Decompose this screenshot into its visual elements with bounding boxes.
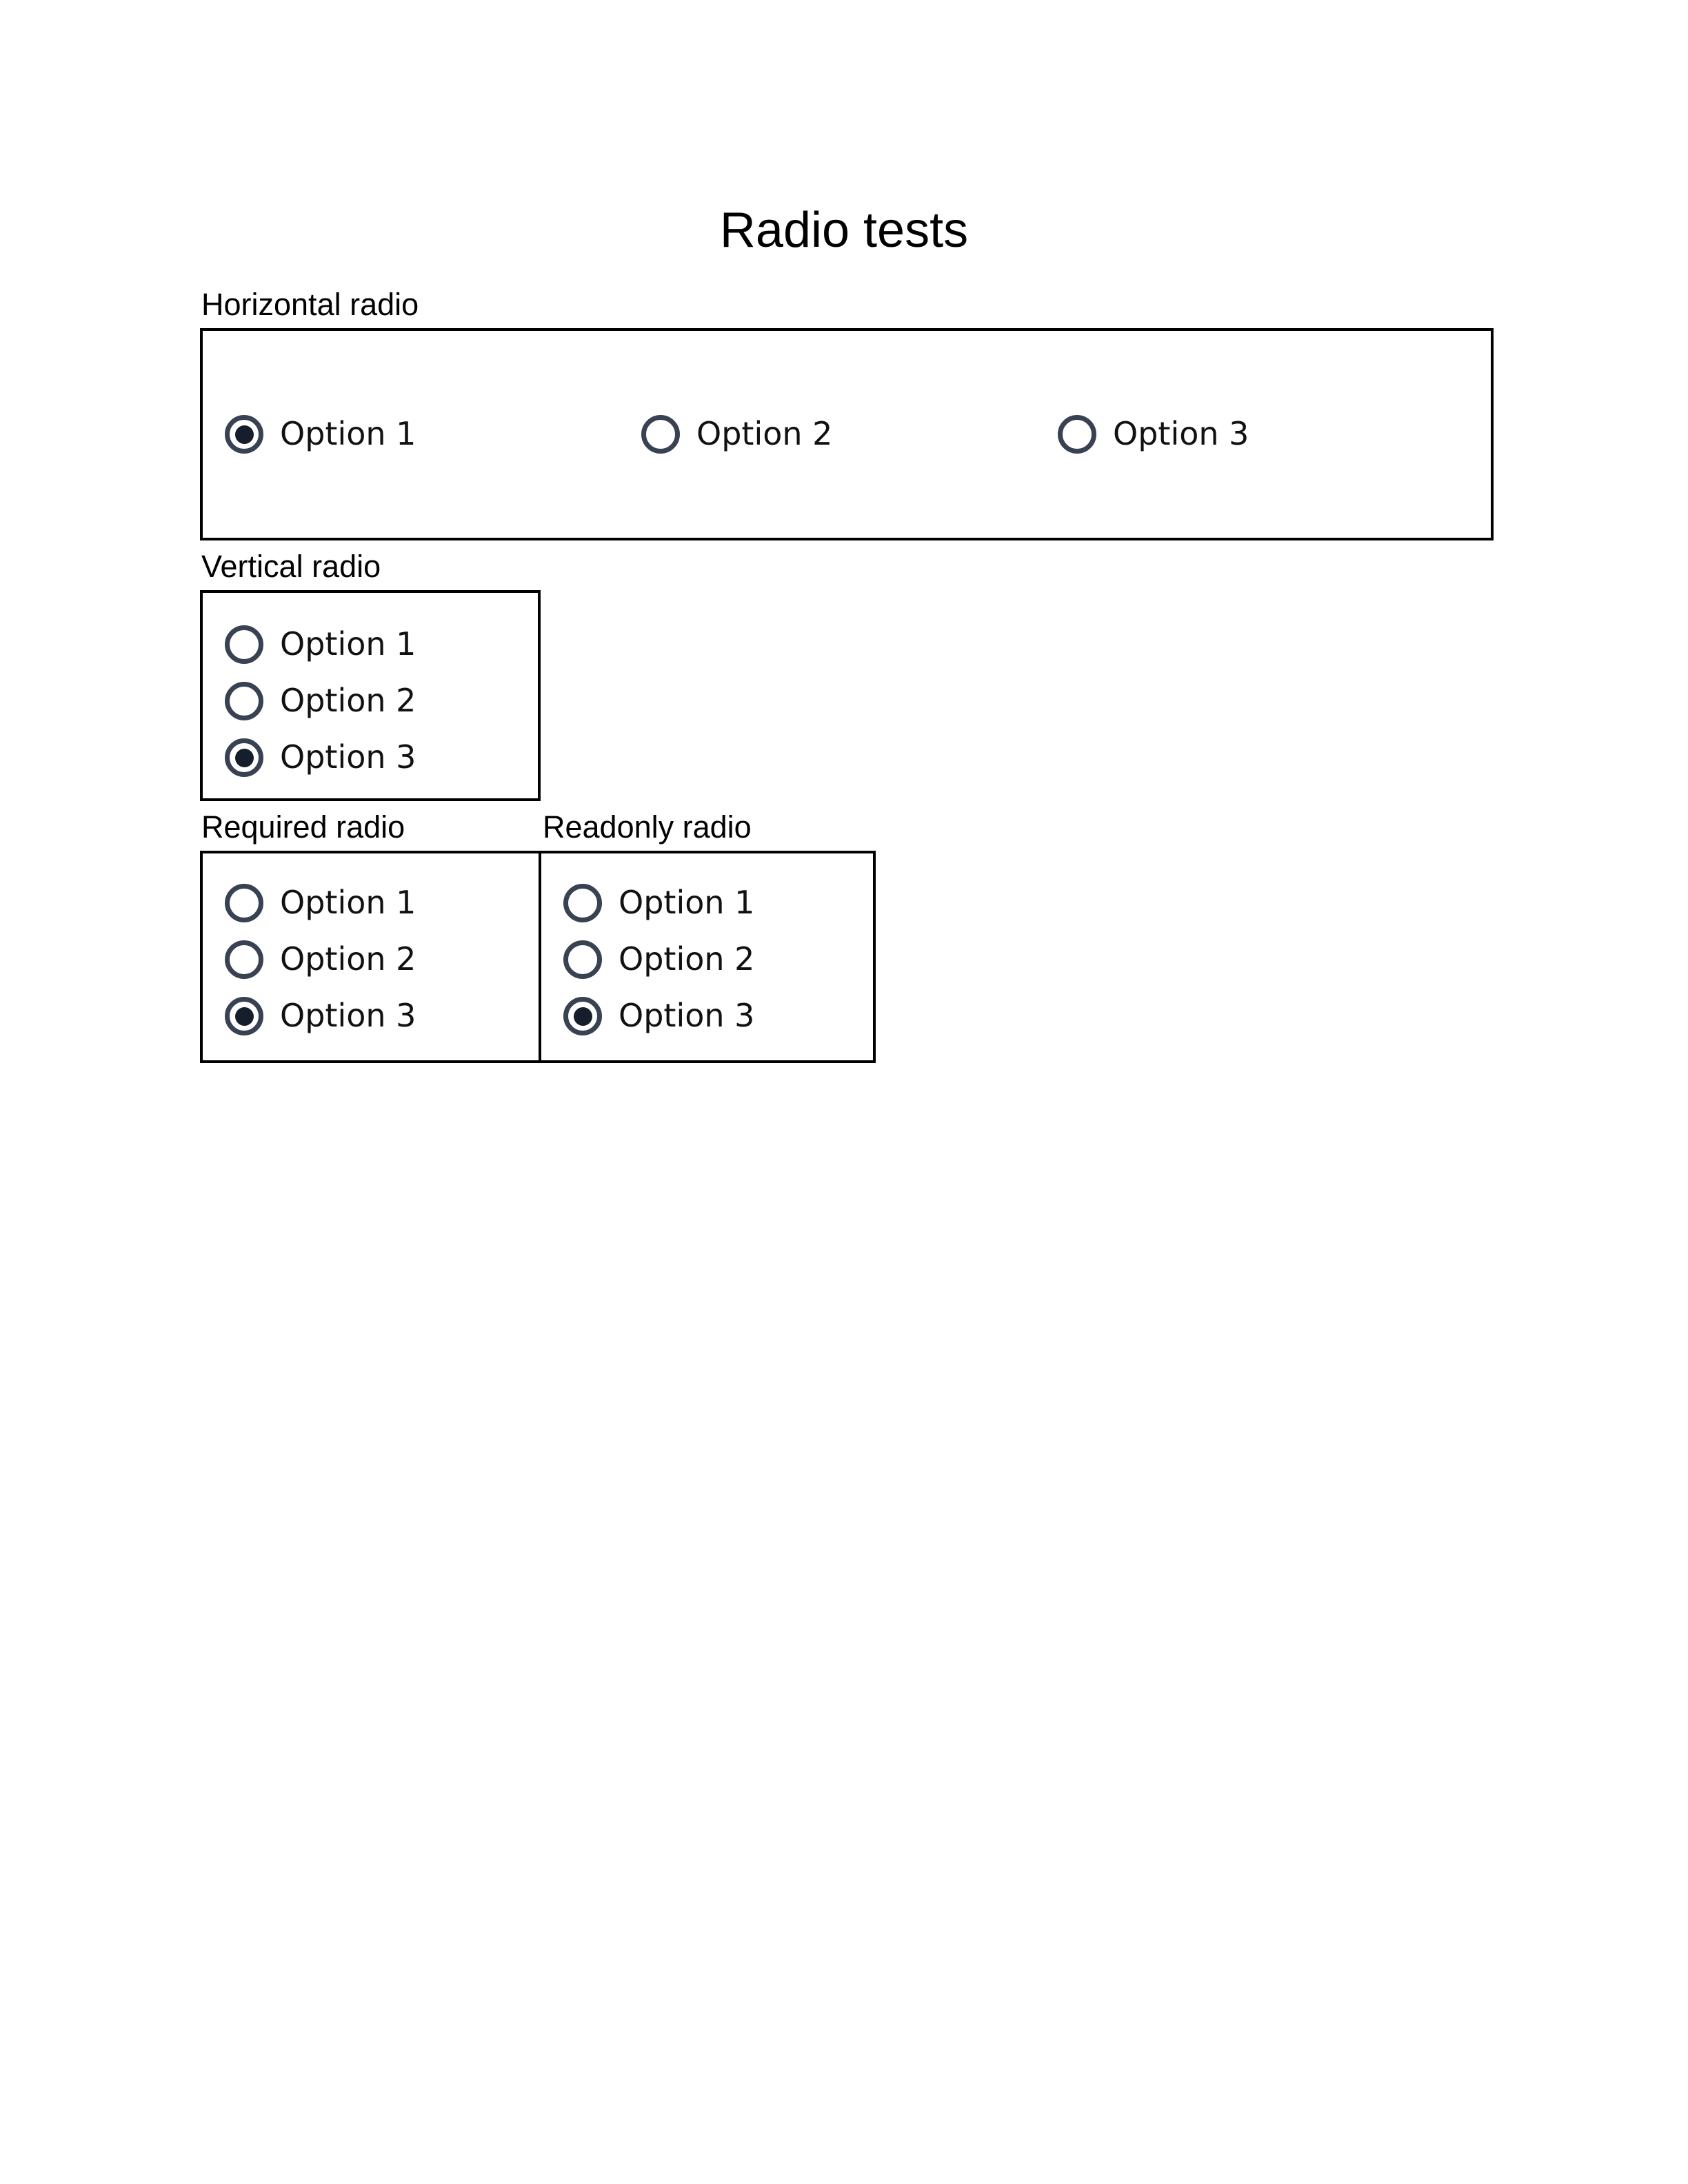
radio-icon[interactable] (563, 940, 602, 979)
radio-option-label: Option 2 (619, 940, 755, 978)
radio-option[interactable] (225, 875, 539, 931)
radio-option-label: Option 1 (619, 884, 755, 922)
radio-option-label: Option 2 (280, 682, 416, 720)
radio-option[interactable] (563, 931, 873, 988)
radio-option-label: Option 1 (280, 415, 416, 453)
radio-group-horizontal (200, 328, 1494, 540)
radio-group-required (200, 851, 541, 1063)
radio-icon[interactable] (1058, 415, 1096, 454)
radio-option-label: Option 1 (280, 884, 416, 922)
radio-icon[interactable] (563, 997, 602, 1035)
section-vertical-radio (200, 549, 1688, 801)
radio-dot-icon (235, 749, 254, 767)
radio-dot-icon (235, 425, 254, 444)
group-label-vertical-radio: Vertical radio (201, 549, 381, 584)
radio-icon[interactable] (225, 738, 263, 777)
page-title: Radio tests (719, 203, 969, 258)
radio-group-readonly (539, 851, 876, 1063)
radio-icon[interactable] (563, 884, 602, 922)
radio-icon[interactable] (225, 682, 263, 720)
radio-icon[interactable] (225, 625, 263, 664)
group-label-readonly-radio: Readonly radio (543, 809, 752, 845)
radio-option[interactable] (225, 729, 538, 786)
column-readonly-radio (539, 809, 876, 1063)
column-required-radio (200, 809, 541, 1063)
radio-option[interactable] (1058, 415, 1474, 454)
radio-option[interactable] (225, 673, 538, 729)
radio-option-label: Option 2 (696, 415, 833, 453)
group-label-horizontal-radio: Horizontal radio (201, 287, 419, 322)
radio-option[interactable] (225, 988, 539, 1044)
radio-option[interactable] (225, 415, 641, 454)
radio-option-label: Option 3 (619, 997, 755, 1035)
radio-icon[interactable] (225, 997, 263, 1035)
radio-icon[interactable] (641, 415, 680, 454)
radio-option[interactable] (641, 415, 1058, 454)
radio-group-vertical (200, 590, 541, 801)
section-required-readonly (200, 809, 1688, 1063)
radio-option-label: Option 1 (280, 625, 416, 663)
radio-option-label: Option 2 (280, 940, 416, 978)
radio-option[interactable] (563, 988, 873, 1044)
radio-option-label: Option 3 (1113, 415, 1249, 453)
radio-dot-icon (235, 1007, 254, 1026)
radio-option-label: Option 3 (280, 997, 416, 1035)
radio-tests-page (0, 0, 1688, 1063)
section-horizontal-radio (200, 287, 1688, 540)
radio-option[interactable] (563, 875, 873, 931)
radio-icon[interactable] (225, 884, 263, 922)
group-label-required-radio: Required radio (201, 809, 405, 845)
radio-option-label: Option 3 (280, 738, 416, 776)
radio-icon[interactable] (225, 415, 263, 454)
radio-icon[interactable] (225, 940, 263, 979)
radio-option[interactable] (225, 931, 539, 988)
radio-dot-icon (574, 1007, 592, 1026)
radio-option[interactable] (225, 616, 538, 673)
